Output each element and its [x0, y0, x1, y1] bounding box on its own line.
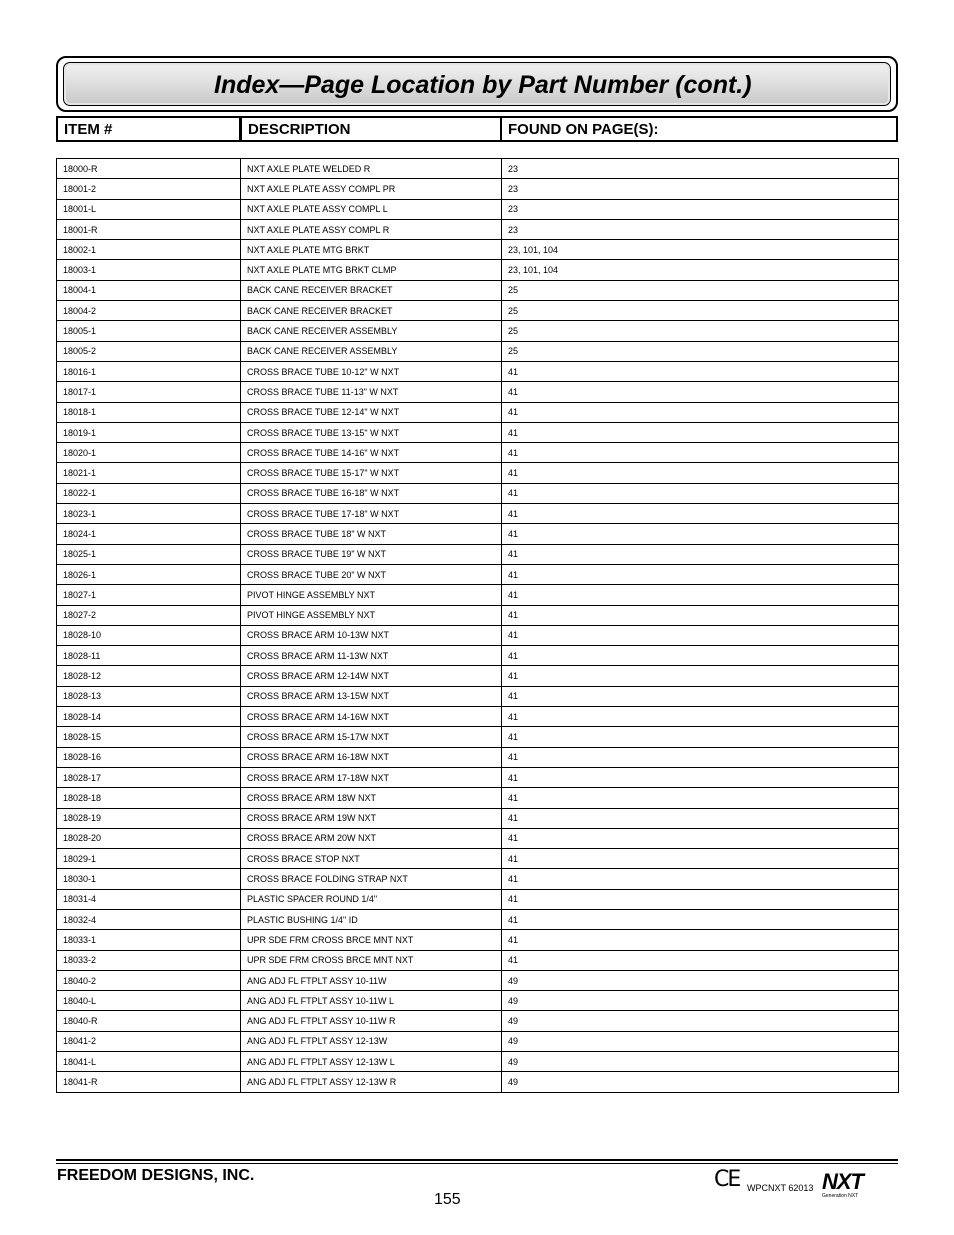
table-row — [57, 524, 899, 544]
cell-item-number: 18023-1 — [57, 504, 241, 524]
cell-item-number: 18028-11 — [57, 646, 241, 666]
nxt-logo-text: NXT — [822, 1169, 863, 1194]
cell-item-number: 18021-1 — [57, 463, 241, 483]
table-row — [57, 849, 899, 869]
cell-pages: 41 — [502, 828, 899, 848]
cell-pages: 41 — [502, 849, 899, 869]
cell-item-number: 18001-2 — [57, 179, 241, 199]
cell-pages: 41 — [502, 361, 899, 381]
cell-pages: 41 — [502, 767, 899, 787]
table-row — [57, 747, 899, 767]
table-row — [57, 402, 899, 422]
cell-description: CROSS BRACE TUBE 10-12" W NXT — [241, 361, 502, 381]
cell-pages: 49 — [502, 1011, 899, 1031]
cell-item-number: 18028-18 — [57, 788, 241, 808]
table-row — [57, 828, 899, 848]
nxt-logo — [822, 1171, 868, 1201]
cell-item-number: 18027-2 — [57, 605, 241, 625]
table-row — [57, 909, 899, 929]
column-header-item: ITEM # — [56, 116, 241, 142]
cell-item-number: 18028-13 — [57, 686, 241, 706]
cell-pages: 41 — [502, 605, 899, 625]
cell-pages: 23, 101, 104 — [502, 260, 899, 280]
cell-description: CROSS BRACE ARM 20W NXT — [241, 828, 502, 848]
table-row — [57, 219, 899, 239]
cell-pages: 25 — [502, 301, 899, 321]
cell-pages: 25 — [502, 341, 899, 361]
table-row — [57, 646, 899, 666]
cell-pages: 41 — [502, 646, 899, 666]
cell-description: NXT AXLE PLATE ASSY COMPL L — [241, 199, 502, 219]
cell-item-number: 18019-1 — [57, 422, 241, 442]
cell-item-number: 18028-20 — [57, 828, 241, 848]
cell-item-number: 18027-1 — [57, 585, 241, 605]
cell-pages: 41 — [502, 524, 899, 544]
cell-item-number: 18040-R — [57, 1011, 241, 1031]
cell-pages: 49 — [502, 991, 899, 1011]
cell-description: UPR SDE FRM CROSS BRCE MNT NXT — [241, 930, 502, 950]
cell-pages: 41 — [502, 585, 899, 605]
cell-pages: 49 — [502, 970, 899, 990]
cell-item-number: 18033-2 — [57, 950, 241, 970]
cell-description: ANG ADJ FL FTPLT ASSY 12-13W L — [241, 1052, 502, 1072]
cell-description: NXT AXLE PLATE MTG BRKT CLMP — [241, 260, 502, 280]
cell-item-number: 18020-1 — [57, 443, 241, 463]
cell-description: PIVOT HINGE ASSEMBLY NXT — [241, 585, 502, 605]
table-row — [57, 869, 899, 889]
table-row — [57, 260, 899, 280]
cell-item-number: 18031-4 — [57, 889, 241, 909]
cell-description: CROSS BRACE TUBE 14-16" W NXT — [241, 443, 502, 463]
table-row — [57, 1031, 899, 1051]
cell-pages: 41 — [502, 747, 899, 767]
cell-description: PIVOT HINGE ASSEMBLY NXT — [241, 605, 502, 625]
cell-item-number: 18016-1 — [57, 361, 241, 381]
cell-item-number: 18028-19 — [57, 808, 241, 828]
cell-pages: 49 — [502, 1052, 899, 1072]
cell-description: BACK CANE RECEIVER ASSEMBLY — [241, 321, 502, 341]
cell-description: CROSS BRACE ARM 15-17W NXT — [241, 727, 502, 747]
title-banner — [56, 56, 898, 112]
table-row — [57, 544, 899, 564]
title-banner-inner — [63, 62, 891, 106]
cell-item-number: 18041-2 — [57, 1031, 241, 1051]
cell-item-number: 18028-14 — [57, 707, 241, 727]
cell-description: PLASTIC BUSHING 1/4" ID — [241, 909, 502, 929]
cell-description: ANG ADJ FL FTPLT ASSY 10-11W — [241, 970, 502, 990]
cell-pages: 23 — [502, 219, 899, 239]
cell-pages: 41 — [502, 930, 899, 950]
cell-item-number: 18029-1 — [57, 849, 241, 869]
cell-item-number: 18033-1 — [57, 930, 241, 950]
table-row — [57, 443, 899, 463]
table-row — [57, 727, 899, 747]
page-number: 155 — [434, 1191, 461, 1208]
table-row — [57, 1072, 899, 1092]
cell-description: PLASTIC SPACER ROUND 1/4" — [241, 889, 502, 909]
cell-description: CROSS BRACE TUBE 18" W NXT — [241, 524, 502, 544]
cell-description: CROSS BRACE ARM 18W NXT — [241, 788, 502, 808]
cell-item-number: 18032-4 — [57, 909, 241, 929]
cell-pages: 41 — [502, 686, 899, 706]
cell-description: CROSS BRACE FOLDING STRAP NXT — [241, 869, 502, 889]
cell-item-number: 18030-1 — [57, 869, 241, 889]
cell-item-number: 18000-R — [57, 159, 241, 179]
cell-item-number: 18005-1 — [57, 321, 241, 341]
cell-item-number: 18028-12 — [57, 666, 241, 686]
cell-item-number: 18004-2 — [57, 301, 241, 321]
table-row — [57, 159, 899, 179]
table-row — [57, 1011, 899, 1031]
cell-item-number: 18040-L — [57, 991, 241, 1011]
table-row — [57, 564, 899, 584]
cell-description: CROSS BRACE ARM 17-18W NXT — [241, 767, 502, 787]
cell-pages: 23 — [502, 199, 899, 219]
ce-mark-icon: CE — [714, 1167, 740, 1192]
cell-pages: 41 — [502, 463, 899, 483]
cell-pages: 25 — [502, 280, 899, 300]
footer-rule-thin — [56, 1163, 898, 1164]
cell-item-number: 18040-2 — [57, 970, 241, 990]
part-index-table — [56, 158, 899, 1093]
cell-description: BACK CANE RECEIVER BRACKET — [241, 280, 502, 300]
cell-pages: 41 — [502, 483, 899, 503]
table-row — [57, 991, 899, 1011]
table-row — [57, 808, 899, 828]
cell-pages: 41 — [502, 950, 899, 970]
cell-pages: 41 — [502, 504, 899, 524]
cell-description: NXT AXLE PLATE ASSY COMPL PR — [241, 179, 502, 199]
cell-description: UPR SDE FRM CROSS BRCE MNT NXT — [241, 950, 502, 970]
table-row — [57, 625, 899, 645]
cell-item-number: 18041-R — [57, 1072, 241, 1092]
page-title: Index—Page Location by Part Number (cont.) — [214, 71, 752, 99]
table-row — [57, 585, 899, 605]
cell-description: NXT AXLE PLATE ASSY COMPL R — [241, 219, 502, 239]
table-row — [57, 605, 899, 625]
table-row — [57, 382, 899, 402]
cell-item-number: 18028-15 — [57, 727, 241, 747]
cell-description: CROSS BRACE TUBE 11-13" W NXT — [241, 382, 502, 402]
cell-pages: 41 — [502, 564, 899, 584]
cell-item-number: 18022-1 — [57, 483, 241, 503]
cell-description: ANG ADJ FL FTPLT ASSY 12-13W — [241, 1031, 502, 1051]
cell-description: CROSS BRACE ARM 16-18W NXT — [241, 747, 502, 767]
table-row — [57, 950, 899, 970]
cell-pages: 41 — [502, 625, 899, 645]
cell-description: ANG ADJ FL FTPLT ASSY 12-13W R — [241, 1072, 502, 1092]
table-row — [57, 889, 899, 909]
table-row — [57, 686, 899, 706]
cell-item-number: 18028-16 — [57, 747, 241, 767]
cell-item-number: 18001-L — [57, 199, 241, 219]
cell-description: CROSS BRACE TUBE 15-17" W NXT — [241, 463, 502, 483]
column-header-pages: FOUND ON PAGE(S): — [500, 116, 898, 142]
cell-pages: 41 — [502, 707, 899, 727]
cell-item-number: 18002-1 — [57, 240, 241, 260]
cell-item-number: 18028-10 — [57, 625, 241, 645]
cell-item-number: 18018-1 — [57, 402, 241, 422]
table-row — [57, 280, 899, 300]
cell-item-number: 18005-2 — [57, 341, 241, 361]
cell-description: ANG ADJ FL FTPLT ASSY 10-11W L — [241, 991, 502, 1011]
table-row — [57, 301, 899, 321]
cell-description: CROSS BRACE ARM 19W NXT — [241, 808, 502, 828]
cell-description: NXT AXLE PLATE WELDED R — [241, 159, 502, 179]
cell-item-number: 18001-R — [57, 219, 241, 239]
cell-description: ANG ADJ FL FTPLT ASSY 10-11W R — [241, 1011, 502, 1031]
table-row — [57, 321, 899, 341]
cell-description: CROSS BRACE TUBE 20" W NXT — [241, 564, 502, 584]
cell-description: CROSS BRACE ARM 10-13W NXT — [241, 625, 502, 645]
table-row — [57, 483, 899, 503]
cell-pages: 41 — [502, 422, 899, 442]
cell-description: NXT AXLE PLATE MTG BRKT — [241, 240, 502, 260]
table-row — [57, 422, 899, 442]
cell-description: CROSS BRACE ARM 11-13W NXT — [241, 646, 502, 666]
cell-description: CROSS BRACE TUBE 17-18" W NXT — [241, 504, 502, 524]
cell-description: CROSS BRACE TUBE 12-14" W NXT — [241, 402, 502, 422]
cell-item-number: 18026-1 — [57, 564, 241, 584]
cell-pages: 41 — [502, 869, 899, 889]
cell-pages: 41 — [502, 727, 899, 747]
table-row — [57, 767, 899, 787]
cell-item-number: 18024-1 — [57, 524, 241, 544]
table-row — [57, 240, 899, 260]
cell-item-number: 18017-1 — [57, 382, 241, 402]
table-row — [57, 707, 899, 727]
cell-pages: 41 — [502, 889, 899, 909]
cell-description: CROSS BRACE ARM 14-16W NXT — [241, 707, 502, 727]
table-row — [57, 788, 899, 808]
cell-description: BACK CANE RECEIVER ASSEMBLY — [241, 341, 502, 361]
column-header-description: DESCRIPTION — [240, 116, 502, 142]
document-code: WPCNXT 62013 — [747, 1183, 814, 1193]
cell-description: CROSS BRACE TUBE 16-18" W NXT — [241, 483, 502, 503]
nxt-logo-subtext: Generation NXT — [822, 1193, 859, 1199]
cell-pages: 41 — [502, 544, 899, 564]
cell-item-number: 18003-1 — [57, 260, 241, 280]
cell-description: CROSS BRACE TUBE 19" W NXT — [241, 544, 502, 564]
cell-pages: 49 — [502, 1031, 899, 1051]
part-index-table-body — [57, 159, 899, 1093]
cell-description: CROSS BRACE ARM 12-14W NXT — [241, 666, 502, 686]
cell-pages: 41 — [502, 666, 899, 686]
table-row — [57, 666, 899, 686]
cell-pages: 23, 101, 104 — [502, 240, 899, 260]
cell-pages: 41 — [502, 402, 899, 422]
table-row — [57, 341, 899, 361]
table-row — [57, 361, 899, 381]
cell-item-number: 18025-1 — [57, 544, 241, 564]
cell-pages: 49 — [502, 1072, 899, 1092]
cell-pages: 41 — [502, 788, 899, 808]
cell-item-number: 18041-L — [57, 1052, 241, 1072]
cell-item-number: 18028-17 — [57, 767, 241, 787]
table-row — [57, 463, 899, 483]
cell-description: CROSS BRACE TUBE 13-15" W NXT — [241, 422, 502, 442]
cell-pages: 41 — [502, 909, 899, 929]
cell-pages: 41 — [502, 382, 899, 402]
cell-pages: 25 — [502, 321, 899, 341]
footer-rule-thick — [56, 1159, 898, 1161]
cell-pages: 41 — [502, 443, 899, 463]
cell-pages: 23 — [502, 179, 899, 199]
cell-description: CROSS BRACE ARM 13-15W NXT — [241, 686, 502, 706]
cell-item-number: 18004-1 — [57, 280, 241, 300]
cell-pages: 41 — [502, 808, 899, 828]
table-row — [57, 970, 899, 990]
table-row — [57, 199, 899, 219]
table-row — [57, 930, 899, 950]
table-row — [57, 1052, 899, 1072]
cell-pages: 23 — [502, 159, 899, 179]
cell-description: BACK CANE RECEIVER BRACKET — [241, 301, 502, 321]
table-row — [57, 179, 899, 199]
table-row — [57, 504, 899, 524]
cell-description: CROSS BRACE STOP NXT — [241, 849, 502, 869]
company-name: FREEDOM DESIGNS, INC. — [57, 1167, 255, 1184]
